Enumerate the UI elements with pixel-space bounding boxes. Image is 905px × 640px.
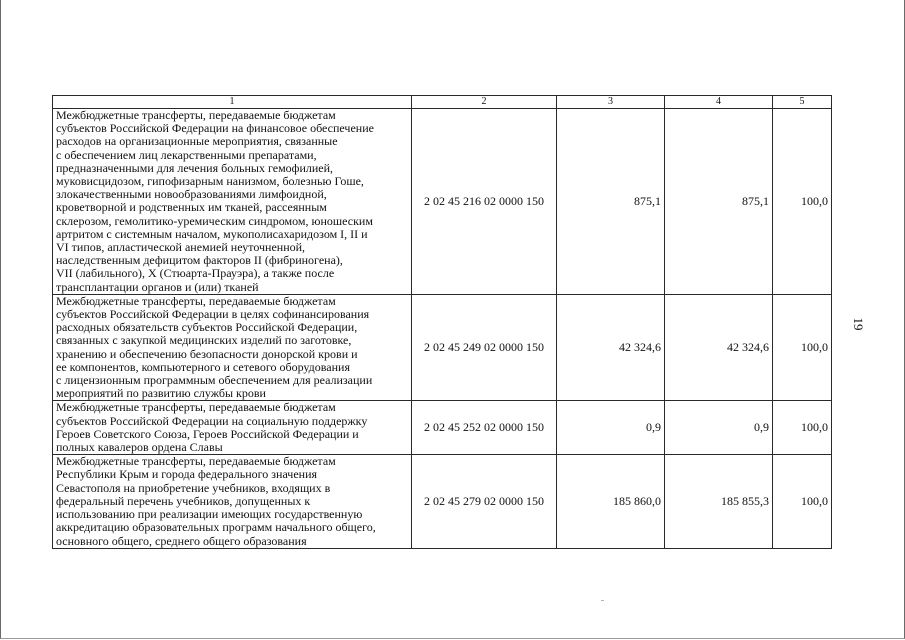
budget-code: 2 02 45 279 02 0000 150	[412, 455, 557, 548]
description-line: VI типов, апластической анемией неуточненной,	[56, 240, 306, 255]
header-row	[53, 96, 832, 109]
description-line: хранению и обеспечению безопасности донорской крови и	[56, 346, 358, 361]
description-line: Героев Советского Союза, Героев Российской Федерации и	[56, 426, 359, 441]
description-line: мероприятий по развитию службы крови	[56, 386, 266, 401]
description-line: склерозом, гемолитико-уремическим синдромом, юношеским	[56, 213, 373, 228]
amount-col-3: 0,9	[557, 401, 665, 455]
budget-code: 2 02 45 216 02 0000 150	[412, 109, 557, 295]
row-description	[53, 109, 412, 295]
percent-col-5: 100,0	[773, 455, 832, 548]
table-row	[53, 455, 832, 548]
description-line: Межбюджетные трансферты, передаваемые бюджетам	[56, 454, 336, 469]
percent-col-5: 100,0	[773, 109, 832, 295]
description-line: Республики Крым и города федерального значения	[56, 467, 318, 482]
description-line: кроветворной и родственных им тканей, рассеянным	[56, 200, 327, 215]
description-line: ее компонентов, компьютерного и сетевого оборудования	[56, 359, 350, 374]
table-row	[53, 294, 832, 401]
budget-code: 2 02 45 252 02 0000 150	[412, 401, 557, 455]
description-line: аккредитацию образовательных программ начального общего,	[56, 520, 376, 535]
description-line: федеральный перечень учебников, допущенных к	[56, 493, 311, 508]
description-line: субъектов Российской Федерации на финансовое обеспечение	[56, 121, 374, 136]
page-number: 19	[851, 317, 866, 331]
description-line: расходов на организационные мероприятия, связанные	[56, 134, 338, 149]
description-line: муковисцидозом, гипофизарным нанизмом, болезнью Гоше,	[56, 174, 364, 189]
description-line: Межбюджетные трансферты, передаваемые бюджетам	[56, 400, 336, 415]
amount-col-4: 42 324,6	[665, 294, 773, 401]
row-description	[53, 401, 412, 455]
percent-col-5: 100,0	[773, 294, 832, 401]
header-col-2: 2	[412, 96, 557, 109]
description-line: наследственным дефицитом факторов II (фибриногена),	[56, 253, 343, 268]
description-line: расходных обязательств субъектов Российской Федерации,	[56, 320, 358, 335]
amount-col-3: 185 860,0	[557, 455, 665, 548]
description-line: артритом с системным началом, мукополисахаридозом I, II и	[56, 226, 368, 241]
percent-col-5: 100,0	[773, 401, 832, 455]
description-line: с обеспечением лиц лекарственными препаратами,	[56, 147, 317, 162]
description-line: трансплантации органов и (или) тканей	[56, 279, 259, 294]
header-col-5: 5	[773, 96, 832, 109]
header-col-1: 1	[53, 96, 412, 109]
table-row	[53, 401, 832, 455]
amount-col-3: 875,1	[557, 109, 665, 295]
description-line: VII (лабильного), X (Стюарта-Прауэра), а также после	[56, 266, 335, 281]
row-description	[53, 294, 412, 401]
amount-col-4: 875,1	[665, 109, 773, 295]
header-col-3: 3	[557, 96, 665, 109]
description-line: связанных с закупкой медицинских изделий по заготовке,	[56, 333, 352, 348]
description-line: Севастополя на приобретение учебников, входящих в	[56, 480, 331, 495]
description-line: предназначенными для лечения больных гемофилией,	[56, 160, 334, 175]
description-line: Межбюджетные трансферты, передаваемые бюджетам	[56, 108, 336, 122]
amount-col-4: 185 855,3	[665, 455, 773, 548]
amount-col-3: 42 324,6	[557, 294, 665, 401]
scan-speck	[601, 600, 604, 601]
description-line: использованию при реализации имеющих государственную	[56, 507, 363, 522]
budget-table	[52, 95, 832, 549]
description-line: злокачественными новообразованиями лимфоидной,	[56, 187, 327, 202]
budget-code: 2 02 45 249 02 0000 150	[412, 294, 557, 401]
amount-col-4: 0,9	[665, 401, 773, 455]
description-line: основного общего, среднего общего образования	[56, 533, 307, 548]
description-line: субъектов Российской Федерации на социальную поддержку	[56, 413, 368, 428]
description-line: Межбюджетные трансферты, передаваемые бюджетам	[56, 293, 336, 308]
description-line: с лицензионным программным обеспечением для реализации	[56, 373, 373, 388]
header-col-4: 4	[665, 96, 773, 109]
description-line: полных кавалеров ордена Славы	[56, 440, 223, 455]
description-line: субъектов Российской Федерации в целях софинансирования	[56, 307, 370, 322]
table-row	[53, 109, 832, 295]
row-description	[53, 455, 412, 548]
